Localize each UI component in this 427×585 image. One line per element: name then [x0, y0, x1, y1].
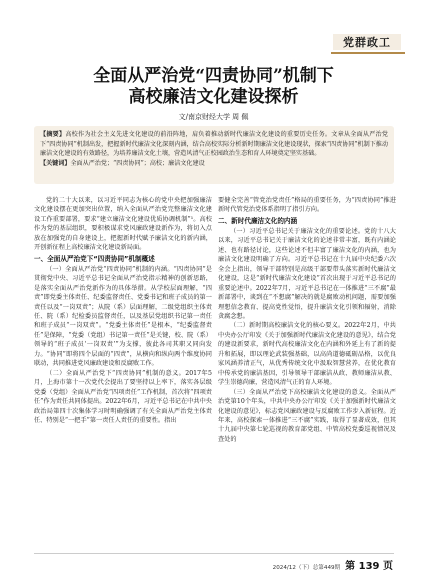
issue-info: 2024/12（下）总第449期	[272, 565, 341, 571]
abstract-box	[34, 126, 394, 184]
paragraph-xi-discourse: （一）习近平总书记关于廉洁文化的重要论述。党的十八大以来，习近平总书记关于廉洁文化的论述非常丰富，既有内涵论述、也有路径讨论，这些论述不但丰富了廉洁文化的内涵，也为廉洁文化建设明确了方向。习近平总书记在十九届中央纪委六次全会上指出，领导干部特别是高级干部要带头落实新时代廉洁文化建设，这是“新时代廉洁文化建设”首次出现于习近平总书记的重要论述中。2022年7月，习近平总书记在一体推进“三不腐”最新部署中，谈到在“不想腐”解决的就是腐败动机问题，需要加强理想信念教育、提高党性觉悟，提升廉洁文化引领和辐射，消除贪腐念想。	[218, 227, 396, 320]
abstract-text: 高校作为社会主义先进文化建设的前沿阵地，肩负着推动新时代廉洁文化建设的重要历史任务。文章从全面从严治党下“四责协同”机制出发，把握新时代廉洁文化深刻内涵，结合高校实际分析新时期廉洁文化建设现状，探索“四责协同”机制下推动廉洁文化建设的有效路径，为培养廉洁文化土壤，营造风清气正校园政治生态和育人环境奠定坚实基础。	[40, 131, 389, 158]
right-column	[218, 196, 396, 444]
abstract-label: 【摘要】	[40, 131, 66, 138]
title-line-1: 全面从严治党“四责协同”机制下	[93, 66, 334, 86]
paragraph-mechanism-meaning: （一）全面从严治党“四责协同”机制的内涵。“四责协同”是贯彻党中央、习近平总书记全面从严治党指示精神的创新思路，是落实全面从严治党新作为的具体举措。从学校层面理解，“四责”即党委主体责任、纪委监督责任、党委书记和班子成员的第一责任以及“一岗双责”；从院（系）层面理解，二级党组织主体责任、院（系）纪检委员监督责任，以及基层党组织书记第一责任和班子成员“一岗双责”。“党委主体责任”是根本，“纪委监督责任”是保障，“党委（党组）书记第一责任”是关键，校、院（系）领导的“班子成员‘一岗双责’”为支撑，彼此各司其职又同向发力。“协同”即将四个层面的“四责”，从横向和纵向两个维度协同联动，共同推进党风廉政建设和反腐败工作。	[34, 265, 212, 368]
keywords-label: 【关键词】	[40, 159, 71, 167]
paragraph-mechanism-significance: （二）全面从严治党下“四责协同”机制的意义。2017年5月，上海市第十一次党代会提出了要坚持以上率下，落实各层级党委（党组）全面从严治党“四项责任”工作机制，首次将“四项责任”作为责任共同体提出。2022年6月，习近平总书记在中共中央政治局第四十次集体学习时明确强调了有关全面从严治党主体责任、特别是“一把手”第一责任人责任的重要性。指出	[34, 369, 212, 424]
intro-paragraph: 党的二十大以来，以习近平同志为核心的党中央把加强廉洁文化建设摆在更加突出位置，纳入全面从严治党完整廉洁文化建设工作重要部署，要求“建立廉洁文化建设优质协调机制”¹。高校作为党的基层组织，要积极谋求党风廉政建设新作为，将切入点放在加强党的自身建设上，把握新时代赋予廉洁文化的新内涵，开创新征程上高校廉洁文化建设新局面。	[34, 197, 212, 252]
section-heading-1: 一、全面从严治党下“四责协同”机制概述	[34, 254, 155, 263]
article-title	[0, 66, 427, 108]
section-heading-2: 二、新时代廉洁文化的内涵	[218, 216, 298, 225]
continuation-paragraph: 要健全完善“管党治党责任”格局的重要任务，为“四责协同”推进新时代管党治党体系指明了指引方向。	[218, 197, 396, 214]
paragraph-significance: （三）全面从严治党下高校廉洁文化建设的意义。全面从严治党第10个年头，中共中央办公厅印发《关于加强新时代廉洁文化建设的意见》，标志党风廉政建设与反腐败工作步入新征程。近年来，高校探索一体推进“三不腐”实践，取得了显著成效，但其十九届中央第七轮巡视的教育部党组、中管高校党委巡视情况及查处的	[218, 388, 396, 443]
left-column	[34, 196, 212, 425]
section-tag: 党群政工	[333, 34, 401, 50]
page-number: 第 139 页	[345, 561, 393, 572]
section-tag-rule	[331, 52, 405, 54]
page-footer	[273, 557, 393, 572]
author-line: 文/南京财经大学 周 佩	[178, 113, 249, 121]
footer-rule	[34, 553, 394, 554]
keywords-text: 全面从严治党；“四责协同”；高校；廉洁文化建设	[70, 159, 205, 167]
title-line-2: 高校廉洁文化建设探析	[128, 87, 299, 107]
paragraph-core-essence: （二）新时期高校廉洁文化的核心要义。2022年2月，中共中央办公厅印发《关于加强新时代廉洁文化建设的意见》，结合党的建设新要求，新时代高校廉洁文化在内涵和外延上有了新的提升和拓展，即以理论武装强基础，以高尚道德砥砺品格，以优良家风涵养清正气，从优秀传统文化中汲取智慧营养，在优化教育中传承党的廉洁基因，引导领导干部廉洁从政、教师廉洁从教、学生崇德尚廉，营造风清气正的育人环境。	[218, 322, 396, 387]
